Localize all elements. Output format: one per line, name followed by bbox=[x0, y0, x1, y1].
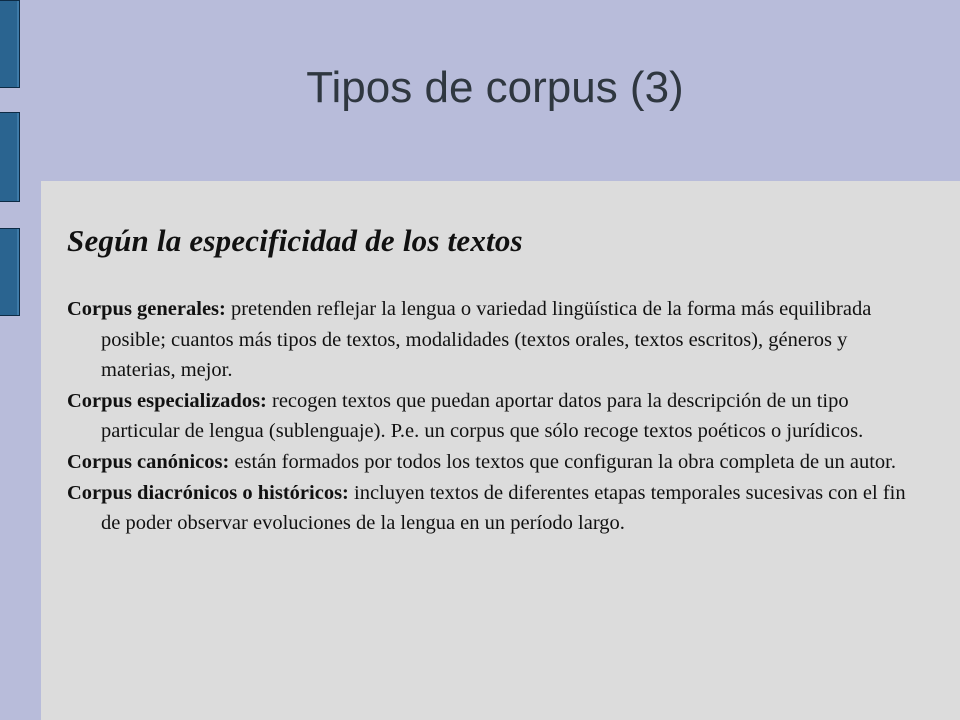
term-description: recogen textos que puedan aportar datos para la descripción de un tipo particular de lengua (sublenguaje). P.e. un corpus que sólo recoge textos poéticos o jurídicos. bbox=[101, 389, 864, 443]
term-description: pretenden reflejar la lengua o variedad lingüística de la forma más equilibrada posible; cuantos más tipos de textos, modalidades (textos orales, textos escritos), géneros y materias, mejor. bbox=[101, 298, 872, 382]
list-item-corpus-canonicos bbox=[67, 447, 927, 478]
decorative-side-bar-middle bbox=[0, 112, 20, 202]
term-label: Corpus especializados: bbox=[67, 389, 267, 412]
corpus-type-list bbox=[67, 294, 927, 539]
list-item-corpus-generales bbox=[67, 294, 927, 386]
decorative-side-bar-bottom bbox=[0, 228, 20, 316]
term-label: Corpus diacrónicos o históricos: bbox=[67, 481, 349, 504]
term-label: Corpus canónicos: bbox=[67, 450, 230, 473]
slide-title: Tipos de corpus (3) bbox=[306, 63, 684, 112]
list-item-corpus-diacronicos bbox=[67, 478, 927, 539]
slide-subtitle: Según la especificidad de los textos bbox=[67, 223, 523, 258]
term-description: están formados por todos los textos que configuran la obra completa de un autor. bbox=[229, 450, 896, 473]
term-description: incluyen textos de diferentes etapas temporales sucesivas con el fin de poder observar evoluciones de la lengua en un período largo. bbox=[101, 481, 906, 535]
list-item-corpus-especializados bbox=[67, 386, 927, 447]
content-panel bbox=[41, 181, 960, 720]
term-label: Corpus generales: bbox=[67, 298, 226, 320]
